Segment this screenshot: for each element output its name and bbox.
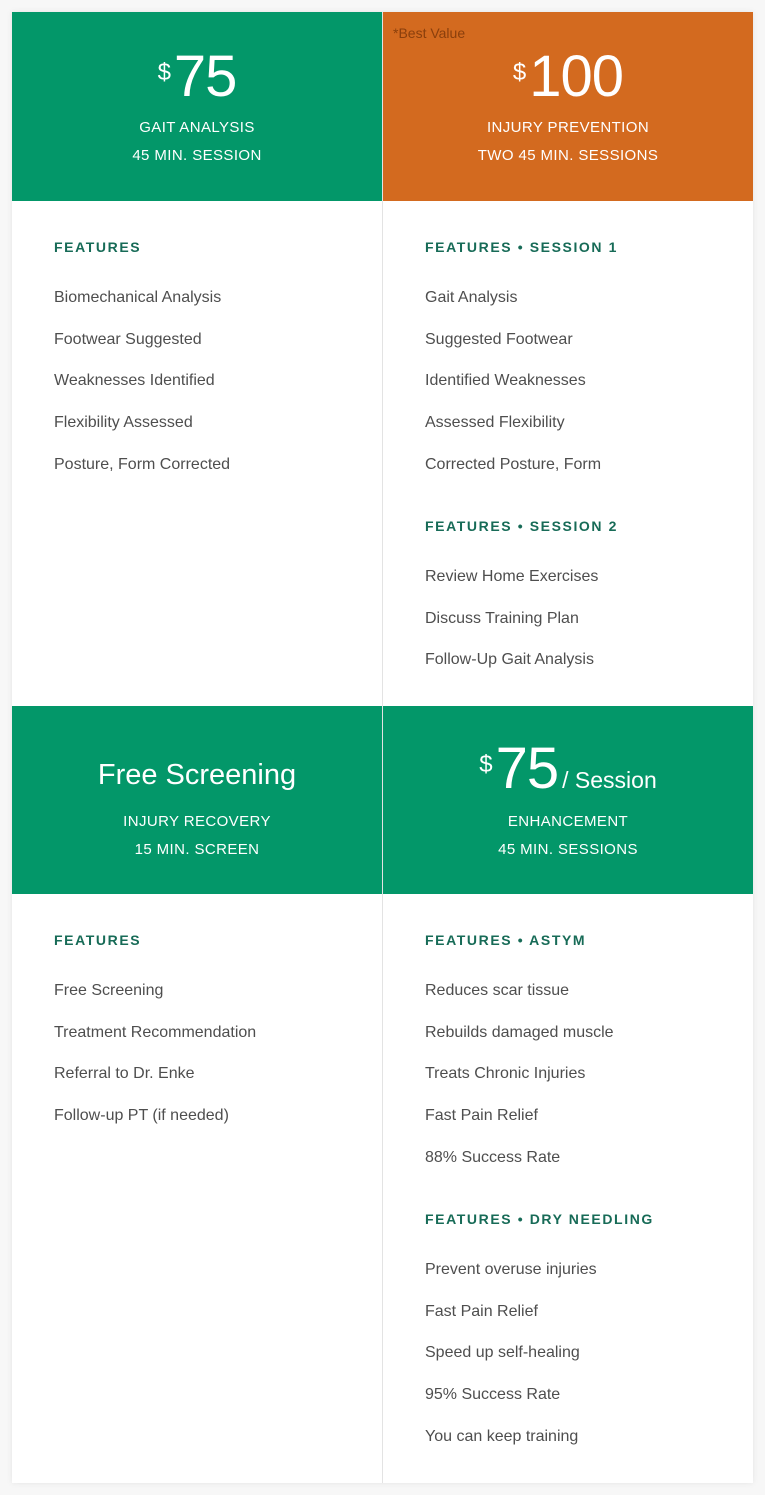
- features-title: FEATURES • DRY NEEDLING: [425, 1211, 654, 1227]
- feature-item: Prevent overuse injuries: [425, 1261, 597, 1278]
- pricing-card-gait-analysis: [12, 12, 382, 705]
- price-amount: 75: [173, 44, 237, 109]
- feature-item: Weaknesses Identified: [54, 372, 215, 389]
- feature-item: You can keep training: [425, 1428, 579, 1445]
- plan-title: INJURY RECOVERY: [123, 813, 271, 830]
- card-body: [12, 201, 382, 705]
- features-title: FEATURES: [54, 932, 142, 948]
- feature-item: Flexibility Assessed: [54, 414, 193, 431]
- plan-title: ENHANCEMENT: [507, 813, 629, 830]
- features-title: FEATURES • SESSION 2: [425, 518, 619, 534]
- feature-item: Corrected Posture, Form: [425, 456, 602, 473]
- price: [12, 44, 382, 109]
- feature-item: Discuss Training Plan: [425, 610, 579, 627]
- currency-symbol: $: [479, 751, 492, 778]
- plan-subtitle: 45 MIN. SESSIONS: [498, 841, 638, 858]
- feature-item: Referral to Dr. Enke: [54, 1065, 195, 1082]
- card-header: [12, 706, 382, 894]
- pricing-card-injury-prevention: [383, 12, 753, 705]
- feature-item: Follow-up PT (if needed): [54, 1107, 229, 1124]
- pricing-card-enhancement: [383, 706, 753, 1483]
- feature-item: Footwear Suggested: [54, 331, 202, 348]
- plan-subtitle: 45 MIN. SESSION: [132, 147, 262, 164]
- currency-symbol: $: [157, 59, 170, 86]
- card-body: [12, 894, 382, 1483]
- price-text: Free Screening: [97, 759, 297, 791]
- features-title: FEATURES: [54, 239, 142, 255]
- card-header: [383, 706, 753, 894]
- currency-symbol: $: [512, 59, 526, 86]
- price: [383, 736, 753, 809]
- card-header: [383, 12, 753, 201]
- feature-item: Follow-Up Gait Analysis: [425, 651, 594, 668]
- feature-item: Suggested Footwear: [425, 331, 573, 348]
- price: [383, 44, 753, 109]
- features-title: FEATURES • SESSION 1: [425, 239, 619, 255]
- pricing-card-injury-recovery: [12, 706, 382, 1483]
- feature-item: 88% Success Rate: [425, 1149, 561, 1166]
- feature-item: Free Screening: [54, 982, 164, 999]
- feature-item: Posture, Form Corrected: [54, 456, 231, 473]
- price-amount: 100: [529, 44, 624, 109]
- plan-subtitle: TWO 45 MIN. SESSIONS: [477, 147, 659, 164]
- feature-item: Rebuilds damaged muscle: [425, 1024, 614, 1041]
- feature-item: Fast Pain Relief: [425, 1303, 538, 1320]
- feature-item: Treats Chronic Injuries: [425, 1065, 586, 1082]
- feature-item: 95% Success Rate: [425, 1386, 561, 1403]
- feature-item: Identified Weaknesses: [425, 372, 586, 389]
- pricing-table: [12, 12, 753, 1483]
- feature-item: Gait Analysis: [425, 289, 518, 306]
- card-body: [383, 201, 753, 705]
- feature-item: Reduces scar tissue: [425, 982, 570, 999]
- feature-item: Assessed Flexibility: [425, 414, 565, 431]
- best-value-badge: *Best Value: [393, 25, 466, 41]
- card-header: [12, 12, 382, 201]
- feature-item: Review Home Exercises: [425, 568, 599, 585]
- price-unit: / Session: [562, 767, 657, 793]
- plan-title: INJURY PREVENTION: [486, 119, 650, 136]
- price-amount: 75: [495, 736, 559, 801]
- plan-title: GAIT ANALYSIS: [139, 119, 255, 136]
- card-body: [383, 894, 753, 1483]
- feature-item: Fast Pain Relief: [425, 1107, 538, 1124]
- plan-subtitle: 15 MIN. SCREEN: [134, 841, 260, 858]
- features-title: FEATURES • ASTYM: [425, 932, 587, 948]
- feature-item: Speed up self-healing: [425, 1344, 580, 1361]
- feature-item: Treatment Recommendation: [54, 1024, 257, 1041]
- feature-item: Biomechanical Analysis: [54, 289, 222, 306]
